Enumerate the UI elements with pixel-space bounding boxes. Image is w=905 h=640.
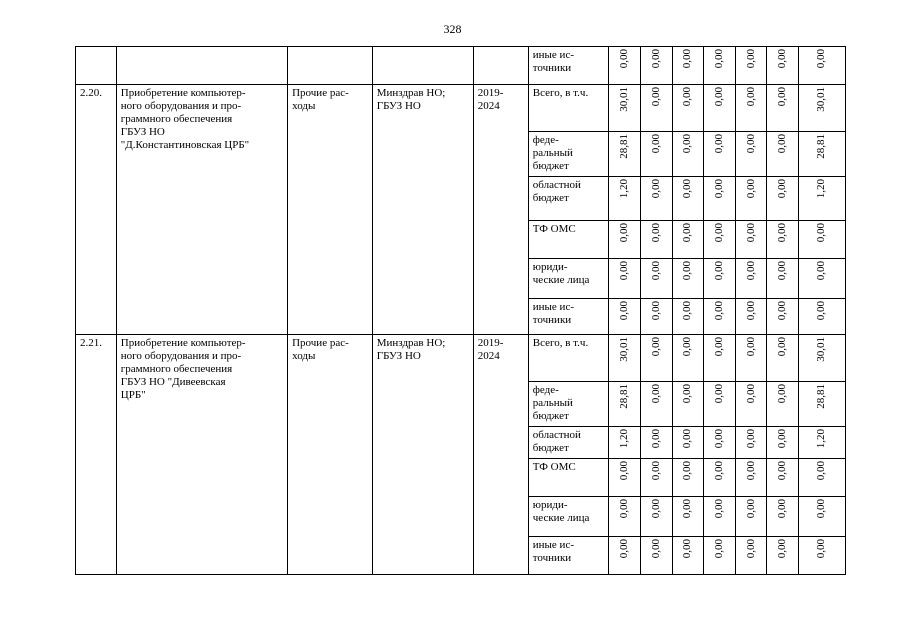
value-cell xyxy=(798,47,845,85)
value-cell xyxy=(767,537,799,575)
value-cell xyxy=(672,335,704,382)
value-text: 0,00 xyxy=(712,499,725,519)
value-cell xyxy=(735,259,767,299)
value-text: 0,00 xyxy=(744,49,757,69)
value-cell xyxy=(735,47,767,85)
value-text: 0,00 xyxy=(744,223,757,243)
value-text: 0,00 xyxy=(744,134,757,154)
value-text: 0,00 xyxy=(744,337,757,357)
period-cell xyxy=(473,335,528,575)
value-cell xyxy=(672,427,704,459)
value-text: 0,00 xyxy=(744,261,757,281)
page-number: 328 xyxy=(443,22,462,36)
value-cell xyxy=(767,47,799,85)
value-cell xyxy=(672,47,704,85)
value-text: 0,00 xyxy=(649,539,662,559)
value-text: 0,00 xyxy=(681,49,694,69)
source-cell xyxy=(528,132,609,177)
value-text: 0,00 xyxy=(712,179,725,199)
value-cell xyxy=(767,382,799,427)
value-text: 0,00 xyxy=(815,461,828,481)
value-text: 0,00 xyxy=(815,539,828,559)
value-cell xyxy=(640,259,672,299)
value-cell xyxy=(704,177,736,221)
source-label: юриди- ческие лица xyxy=(532,261,590,286)
value-cell xyxy=(672,497,704,537)
value-text: 0,00 xyxy=(776,134,789,154)
value-text: 0,00 xyxy=(649,179,662,199)
value-text: 0,00 xyxy=(744,539,757,559)
value-cell xyxy=(735,85,767,132)
value-cell xyxy=(704,427,736,459)
value-text: 0,00 xyxy=(681,261,694,281)
value-cell xyxy=(798,299,845,335)
value-text: 0,00 xyxy=(649,134,662,154)
empty-cell xyxy=(76,47,117,85)
value-cell xyxy=(609,497,641,537)
value-cell xyxy=(640,299,672,335)
value-cell xyxy=(704,459,736,497)
value-text: 0,00 xyxy=(649,301,662,321)
value-text: 0,00 xyxy=(712,539,725,559)
value-text: 0,00 xyxy=(744,429,757,449)
value-cell xyxy=(672,221,704,259)
source-label: иные ис- точники xyxy=(532,539,574,564)
value-text: 0,00 xyxy=(776,539,789,559)
value-cell xyxy=(640,335,672,382)
value-cell xyxy=(704,132,736,177)
value-cell xyxy=(672,259,704,299)
period: 2019- 2024 xyxy=(477,337,504,362)
value-text: 0,00 xyxy=(712,429,725,449)
value-cell xyxy=(735,335,767,382)
source-label: областной бюджет xyxy=(532,429,581,454)
value-cell xyxy=(798,335,845,382)
value-text: 0,00 xyxy=(618,301,631,321)
value-cell xyxy=(798,259,845,299)
source-label: ТФ ОМС xyxy=(532,461,576,473)
source-label: Всего, в т.ч. xyxy=(532,337,589,349)
value-cell xyxy=(767,427,799,459)
value-cell xyxy=(609,47,641,85)
value-text: 0,00 xyxy=(618,539,631,559)
expense-type: Прочие рас- ходы xyxy=(292,337,349,362)
value-text: 0,00 xyxy=(618,261,631,281)
value-cell xyxy=(735,427,767,459)
value-text: 0,00 xyxy=(712,87,725,107)
value-cell xyxy=(798,537,845,575)
value-cell xyxy=(609,335,641,382)
value-cell xyxy=(672,382,704,427)
value-cell xyxy=(640,132,672,177)
value-cell xyxy=(609,132,641,177)
value-text: 0,00 xyxy=(776,179,789,199)
value-cell xyxy=(609,537,641,575)
value-cell xyxy=(640,497,672,537)
value-text: 0,00 xyxy=(712,384,725,404)
value-text: 0,00 xyxy=(815,261,828,281)
value-text: 0,00 xyxy=(776,223,789,243)
source-label: Всего, в т.ч. xyxy=(532,87,589,99)
value-cell xyxy=(798,221,845,259)
value-cell xyxy=(735,497,767,537)
value-text: 0,00 xyxy=(744,461,757,481)
value-cell xyxy=(704,221,736,259)
executor-cell xyxy=(372,85,473,335)
source-cell xyxy=(528,459,609,497)
value-text: 0,00 xyxy=(776,384,789,404)
value-cell xyxy=(640,221,672,259)
value-cell xyxy=(640,382,672,427)
source-cell xyxy=(528,537,609,575)
value-cell xyxy=(735,537,767,575)
value-cell xyxy=(767,221,799,259)
value-cell xyxy=(798,497,845,537)
item-name-cell xyxy=(116,335,287,575)
source-cell xyxy=(528,382,609,427)
source-label: иные ис- точники xyxy=(532,49,574,74)
value-cell xyxy=(609,382,641,427)
value-cell xyxy=(798,85,845,132)
value-cell xyxy=(798,427,845,459)
value-cell xyxy=(767,459,799,497)
empty-cell xyxy=(116,47,287,85)
value-text: 0,00 xyxy=(681,337,694,357)
table-row xyxy=(76,47,846,85)
source-cell xyxy=(528,177,609,221)
value-text: 28,81 xyxy=(815,134,828,159)
value-cell xyxy=(672,299,704,335)
value-text: 0,00 xyxy=(712,223,725,243)
value-text: 28,81 xyxy=(618,384,631,409)
value-cell xyxy=(609,221,641,259)
value-text: 0,00 xyxy=(712,134,725,154)
value-text: 0,00 xyxy=(649,87,662,107)
value-cell xyxy=(609,427,641,459)
value-cell xyxy=(704,537,736,575)
value-text: 0,00 xyxy=(618,499,631,519)
value-text: 0,00 xyxy=(681,499,694,519)
item-number: 2.20. xyxy=(80,87,102,99)
source-label: областной бюджет xyxy=(532,179,581,204)
value-text: 0,00 xyxy=(815,301,828,321)
value-cell xyxy=(704,382,736,427)
value-cell xyxy=(609,459,641,497)
value-cell xyxy=(609,299,641,335)
value-cell xyxy=(704,497,736,537)
value-text: 0,00 xyxy=(681,301,694,321)
source-label: иные ис- точники xyxy=(532,301,574,326)
value-text: 0,00 xyxy=(744,384,757,404)
value-text: 0,00 xyxy=(744,179,757,199)
table-row xyxy=(76,335,846,382)
value-cell xyxy=(672,177,704,221)
value-text: 0,00 xyxy=(681,223,694,243)
value-cell xyxy=(767,497,799,537)
value-text: 0,00 xyxy=(776,337,789,357)
source-cell xyxy=(528,221,609,259)
value-text: 0,00 xyxy=(776,87,789,107)
value-text: 0,00 xyxy=(649,261,662,281)
value-cell xyxy=(640,459,672,497)
value-cell xyxy=(767,335,799,382)
value-text: 0,00 xyxy=(681,179,694,199)
value-cell xyxy=(767,177,799,221)
value-text: 0,00 xyxy=(618,49,631,69)
value-text: 30,01 xyxy=(815,87,828,112)
item-name: Приобретение компьютер- ного оборудования и про- граммного обеспечения ГБУЗ НО "Дивеевская ЦРБ" xyxy=(120,337,246,401)
value-text: 0,00 xyxy=(815,223,828,243)
value-text: 0,00 xyxy=(776,261,789,281)
value-text: 1,20 xyxy=(815,179,828,199)
source-cell xyxy=(528,85,609,132)
value-cell xyxy=(798,177,845,221)
period: 2019- 2024 xyxy=(477,87,504,112)
value-text: 0,00 xyxy=(712,261,725,281)
value-cell xyxy=(672,537,704,575)
value-text: 30,01 xyxy=(815,337,828,362)
value-cell xyxy=(609,259,641,299)
value-text: 0,00 xyxy=(681,461,694,481)
value-text: 0,00 xyxy=(649,223,662,243)
value-text: 0,00 xyxy=(712,49,725,69)
executor-cell xyxy=(372,335,473,575)
value-text: 0,00 xyxy=(712,301,725,321)
value-cell xyxy=(767,85,799,132)
source-label: юриди- ческие лица xyxy=(532,499,590,524)
value-text: 0,00 xyxy=(681,539,694,559)
value-text: 0,00 xyxy=(776,461,789,481)
value-text: 0,00 xyxy=(712,461,725,481)
item-number-cell xyxy=(76,335,117,575)
value-text: 0,00 xyxy=(681,429,694,449)
executor: Минздрав НО; ГБУЗ НО xyxy=(376,87,446,112)
value-cell xyxy=(640,85,672,132)
value-cell xyxy=(735,382,767,427)
value-cell xyxy=(672,132,704,177)
source-cell xyxy=(528,47,609,85)
value-text: 28,81 xyxy=(618,134,631,159)
value-text: 0,00 xyxy=(681,134,694,154)
item-name: Приобретение компьютер- ного оборудования и про- граммного обеспечения ГБУЗ НО "Д.Константиновская ЦРБ" xyxy=(120,87,250,151)
item-name-cell xyxy=(116,85,287,335)
value-text: 0,00 xyxy=(815,499,828,519)
value-text: 0,00 xyxy=(618,461,631,481)
value-cell xyxy=(704,335,736,382)
period-cell xyxy=(473,85,528,335)
value-cell xyxy=(640,427,672,459)
value-cell xyxy=(609,85,641,132)
value-cell xyxy=(735,221,767,259)
value-text: 0,00 xyxy=(649,384,662,404)
empty-cell xyxy=(473,47,528,85)
source-cell xyxy=(528,497,609,537)
expense-type-cell xyxy=(288,335,373,575)
value-text: 0,00 xyxy=(712,337,725,357)
value-cell xyxy=(672,459,704,497)
value-cell xyxy=(798,132,845,177)
value-text: 0,00 xyxy=(815,49,828,69)
value-text: 0,00 xyxy=(618,223,631,243)
value-cell xyxy=(640,47,672,85)
value-cell xyxy=(640,177,672,221)
source-label: феде- ральный бюджет xyxy=(532,384,573,422)
executor: Минздрав НО; ГБУЗ НО xyxy=(376,337,446,362)
item-number-cell xyxy=(76,85,117,335)
source-cell xyxy=(528,259,609,299)
value-text: 1,20 xyxy=(815,429,828,449)
value-text: 0,00 xyxy=(649,499,662,519)
value-cell xyxy=(704,47,736,85)
value-cell xyxy=(609,177,641,221)
value-cell xyxy=(704,299,736,335)
value-cell xyxy=(704,85,736,132)
value-text: 1,20 xyxy=(618,179,631,199)
value-text: 0,00 xyxy=(744,87,757,107)
value-text: 0,00 xyxy=(776,49,789,69)
expense-type-cell xyxy=(288,85,373,335)
value-cell xyxy=(704,259,736,299)
value-cell xyxy=(735,177,767,221)
value-text: 30,01 xyxy=(618,337,631,362)
value-text: 0,00 xyxy=(649,429,662,449)
value-text: 0,00 xyxy=(649,337,662,357)
value-cell xyxy=(672,85,704,132)
value-cell xyxy=(767,132,799,177)
value-text: 28,81 xyxy=(815,384,828,409)
item-number: 2.21. xyxy=(80,337,102,349)
value-text: 1,20 xyxy=(618,429,631,449)
source-cell xyxy=(528,427,609,459)
value-text: 0,00 xyxy=(744,301,757,321)
value-text: 0,00 xyxy=(776,499,789,519)
value-text: 0,00 xyxy=(681,87,694,107)
empty-cell xyxy=(288,47,373,85)
value-text: 30,01 xyxy=(618,87,631,112)
source-cell xyxy=(528,335,609,382)
value-cell xyxy=(798,382,845,427)
value-text: 0,00 xyxy=(776,429,789,449)
empty-cell xyxy=(372,47,473,85)
value-text: 0,00 xyxy=(649,461,662,481)
value-cell xyxy=(735,132,767,177)
source-label: феде- ральный бюджет xyxy=(532,134,573,172)
budget-table xyxy=(75,46,846,575)
value-cell xyxy=(767,299,799,335)
expense-type: Прочие рас- ходы xyxy=(292,87,349,112)
table-row xyxy=(76,85,846,132)
value-cell xyxy=(735,459,767,497)
source-label: ТФ ОМС xyxy=(532,223,576,235)
value-cell xyxy=(798,459,845,497)
value-text: 0,00 xyxy=(776,301,789,321)
value-text: 0,00 xyxy=(681,384,694,404)
value-cell xyxy=(767,259,799,299)
value-text: 0,00 xyxy=(744,499,757,519)
source-cell xyxy=(528,299,609,335)
value-cell xyxy=(640,537,672,575)
value-text: 0,00 xyxy=(649,49,662,69)
value-cell xyxy=(735,299,767,335)
